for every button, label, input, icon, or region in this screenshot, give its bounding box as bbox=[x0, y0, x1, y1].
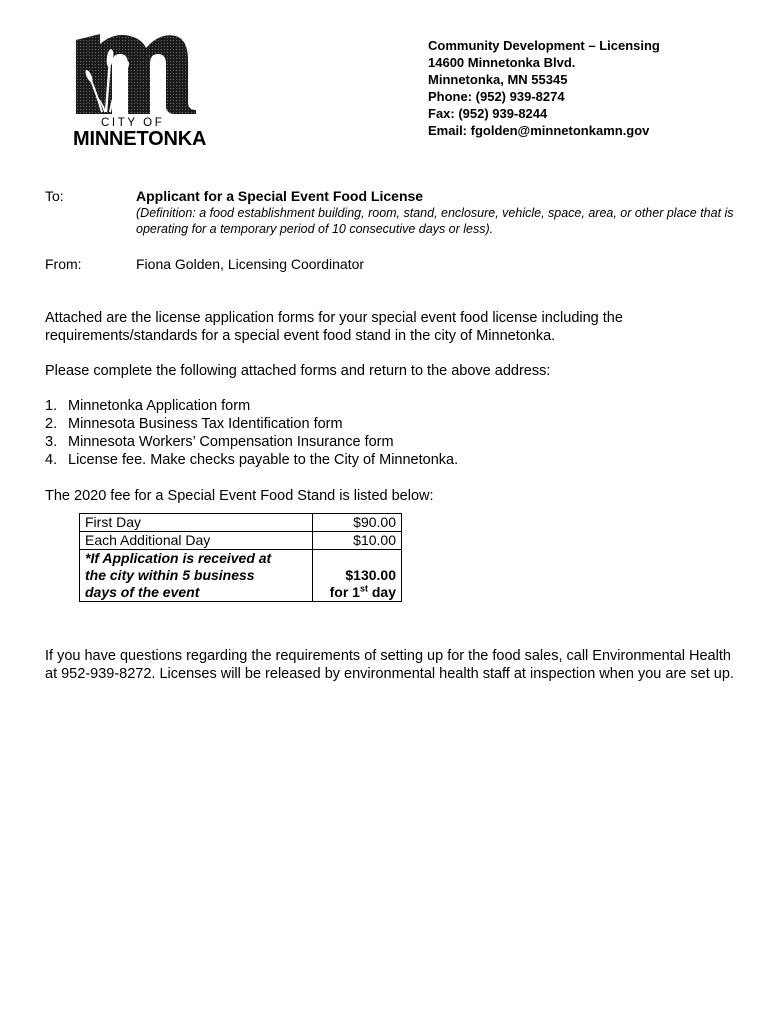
contact-paragraph: If you have questions regarding the requirements of setting up for the food sales, call Environmental Health at 952-939-8272. Licenses will be released by environmental health staff at inspection when you are set up. bbox=[45, 648, 734, 682]
table-row bbox=[80, 514, 402, 532]
list-item: 1. Minnetonka Application form bbox=[45, 398, 251, 414]
list-item: 2. Minnesota Business Tax Identification form bbox=[45, 416, 343, 432]
to-label: To: bbox=[45, 188, 64, 204]
late-fee-amount: $130.00 for 1st day bbox=[313, 550, 402, 602]
logo-city-name: MINNETONKA bbox=[73, 128, 207, 150]
address-street: 14600 Minnetonka Blvd. bbox=[428, 55, 576, 70]
list-item: 3. Minnesota Workers’ Compensation Insurance form bbox=[45, 434, 394, 450]
address-fax: Fax: (952) 939-8244 bbox=[428, 106, 548, 121]
address-email: Email: fgolden@minnetonkamn.gov bbox=[428, 123, 650, 138]
address-phone: Phone: (952) 939-8274 bbox=[428, 89, 565, 104]
table-row bbox=[80, 550, 402, 602]
fee-amount: $10.00 bbox=[313, 532, 402, 550]
fee-description: First Day bbox=[80, 514, 313, 532]
late-fee-description: *If Application is received at the city within 5 business days of the event bbox=[80, 550, 313, 602]
address-department: Community Development – Licensing bbox=[428, 38, 660, 53]
fee-amount: $90.00 bbox=[313, 514, 402, 532]
forms-list bbox=[45, 397, 458, 469]
fee-description: Each Additional Day bbox=[80, 532, 313, 550]
fee-intro-paragraph: The 2020 fee for a Special Event Food Stand is listed below: bbox=[45, 488, 434, 504]
from-sender: Fiona Golden, Licensing Coordinator bbox=[136, 256, 365, 272]
to-recipient: Applicant for a Special Event Food License bbox=[136, 188, 424, 204]
fee-table bbox=[79, 513, 402, 602]
to-definition: (Definition: a food establishment building, room, stand, enclosure, vehicle, space, area, or other place that is operating for a temporary period of 10 consecutive days or less). bbox=[136, 206, 734, 236]
table-row bbox=[80, 532, 402, 550]
address-city: Minnetonka, MN 55345 bbox=[428, 72, 568, 87]
from-label: From: bbox=[45, 256, 82, 272]
logo-city-of: CITY OF bbox=[101, 117, 165, 129]
list-item: 4. License fee. Make checks payable to the City of Minnetonka. bbox=[45, 452, 459, 468]
intro-paragraph: Attached are the license application forms for your special event food license including the requirements/standards for a special event food stand in the city of Minnetonka. bbox=[45, 310, 623, 344]
address-block bbox=[428, 37, 660, 139]
instructions-paragraph: Please complete the following attached forms and return to the above address: bbox=[45, 363, 551, 379]
